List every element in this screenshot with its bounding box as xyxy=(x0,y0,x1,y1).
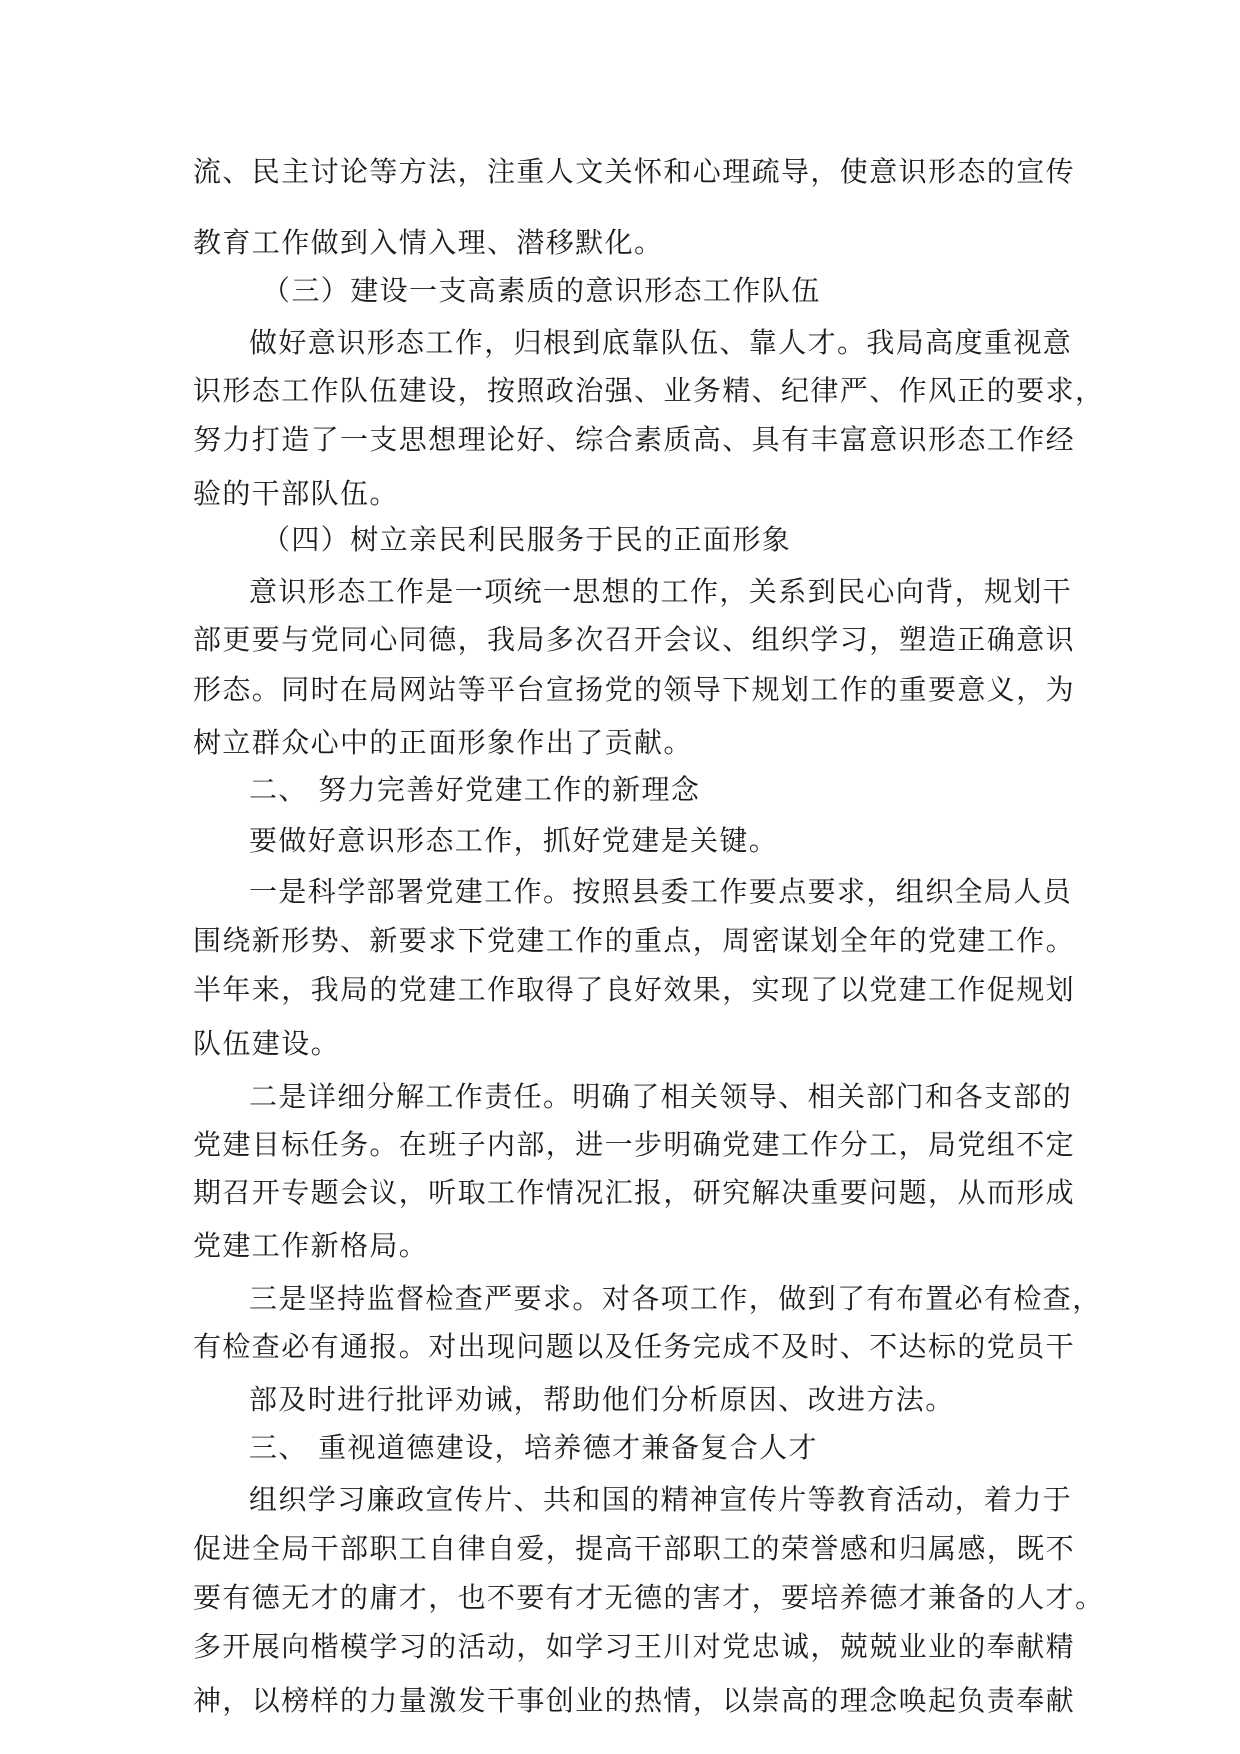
text-line: 组织学习廉政宣传片、共和国的精神宣传片等教育活动，着力于 xyxy=(249,1483,1073,1516)
text-line: 部更要与党同心同德，我局多次召开会议、组织学习，塑造正确意识 xyxy=(193,623,1076,656)
section-heading: 三、 重视道德建设，培养德才兼备复合人才 xyxy=(249,1431,818,1464)
text-line: 队伍建设。 xyxy=(193,1027,341,1060)
text-line: 做好意识形态工作，归根到底靠队伍、靠人才。我局高度重视意 xyxy=(249,326,1073,359)
text-line: 努力打造了一支思想理论好、综合素质高、具有丰富意识形态工作经 xyxy=(193,423,1076,456)
text-line: 流、民主讨论等方法，注重人文关怀和心理疏导，使意识形态的宣传 xyxy=(193,155,1076,188)
text-line: 促进全局干部职工自律自爱，提高干部职工的荣誉感和归属感，既不 xyxy=(193,1532,1076,1565)
text-line: 一是科学部署党建工作。按照县委工作要点要求，组织全局人员 xyxy=(249,875,1073,908)
text-line: 半年来，我局的党建工作取得了良好效果，实现了以党建工作促规划 xyxy=(193,973,1076,1006)
section-heading: 二、 努力完善好党建工作的新理念 xyxy=(249,773,701,806)
text-line: 多开展向楷模学习的活动，如学习王川对党忠诚，兢兢业业的奉献精 xyxy=(193,1630,1076,1663)
text-line: 党建工作新格局。 xyxy=(193,1229,429,1262)
text-line: 期召开专题会议，听取工作情况汇报，研究解决重要问题，从而形成 xyxy=(193,1176,1076,1209)
text-line: 部及时进行批评劝诫，帮助他们分析原因、改进方法。 xyxy=(249,1383,955,1416)
text-line: 有检查必有通报。对出现问题以及任务完成不及时、不达标的党员干 xyxy=(193,1330,1076,1363)
text-line: 教育工作做到入情入理、潜移默化。 xyxy=(193,226,664,259)
text-line: 树立群众心中的正面形象作出了贡献。 xyxy=(193,726,693,759)
text-line: 二是详细分解工作责任。明确了相关领导、相关部门和各支部的 xyxy=(249,1080,1073,1113)
text-line: 三是坚持监督检查严要求。对各项工作，做到了有布置必有检查， xyxy=(249,1282,1102,1315)
text-line: 围绕新形势、新要求下党建工作的重点，周密谋划全年的党建工作。 xyxy=(193,924,1076,957)
text-line: 要有德无才的庸才，也不要有才无德的害才，要培养德才兼备的人才。 xyxy=(193,1581,1105,1614)
section-heading: （四）树立亲民利民服务于民的正面形象 xyxy=(262,523,792,556)
text-line: 识形态工作队伍建设，按照政治强、业务精、纪律严、作风正的要求， xyxy=(193,374,1105,407)
text-line: 党建目标任务。在班子内部，进一步明确党建工作分工，局党组不定 xyxy=(193,1128,1076,1161)
text-line: 神，以榜样的力量激发干事创业的热情，以崇高的理念唤起负责奉献 xyxy=(193,1684,1076,1717)
section-heading: （三）建设一支高素质的意识形态工作队伍 xyxy=(262,274,821,307)
text-line: 意识形态工作是一项统一思想的工作，关系到民心向背，规划干 xyxy=(249,575,1073,608)
text-line: 要做好意识形态工作，抓好党建是关键。 xyxy=(249,824,779,857)
text-line: 形态。同时在局网站等平台宣扬党的领导下规划工作的重要意义，为 xyxy=(193,673,1076,706)
text-line: 验的干部队伍。 xyxy=(193,477,399,510)
